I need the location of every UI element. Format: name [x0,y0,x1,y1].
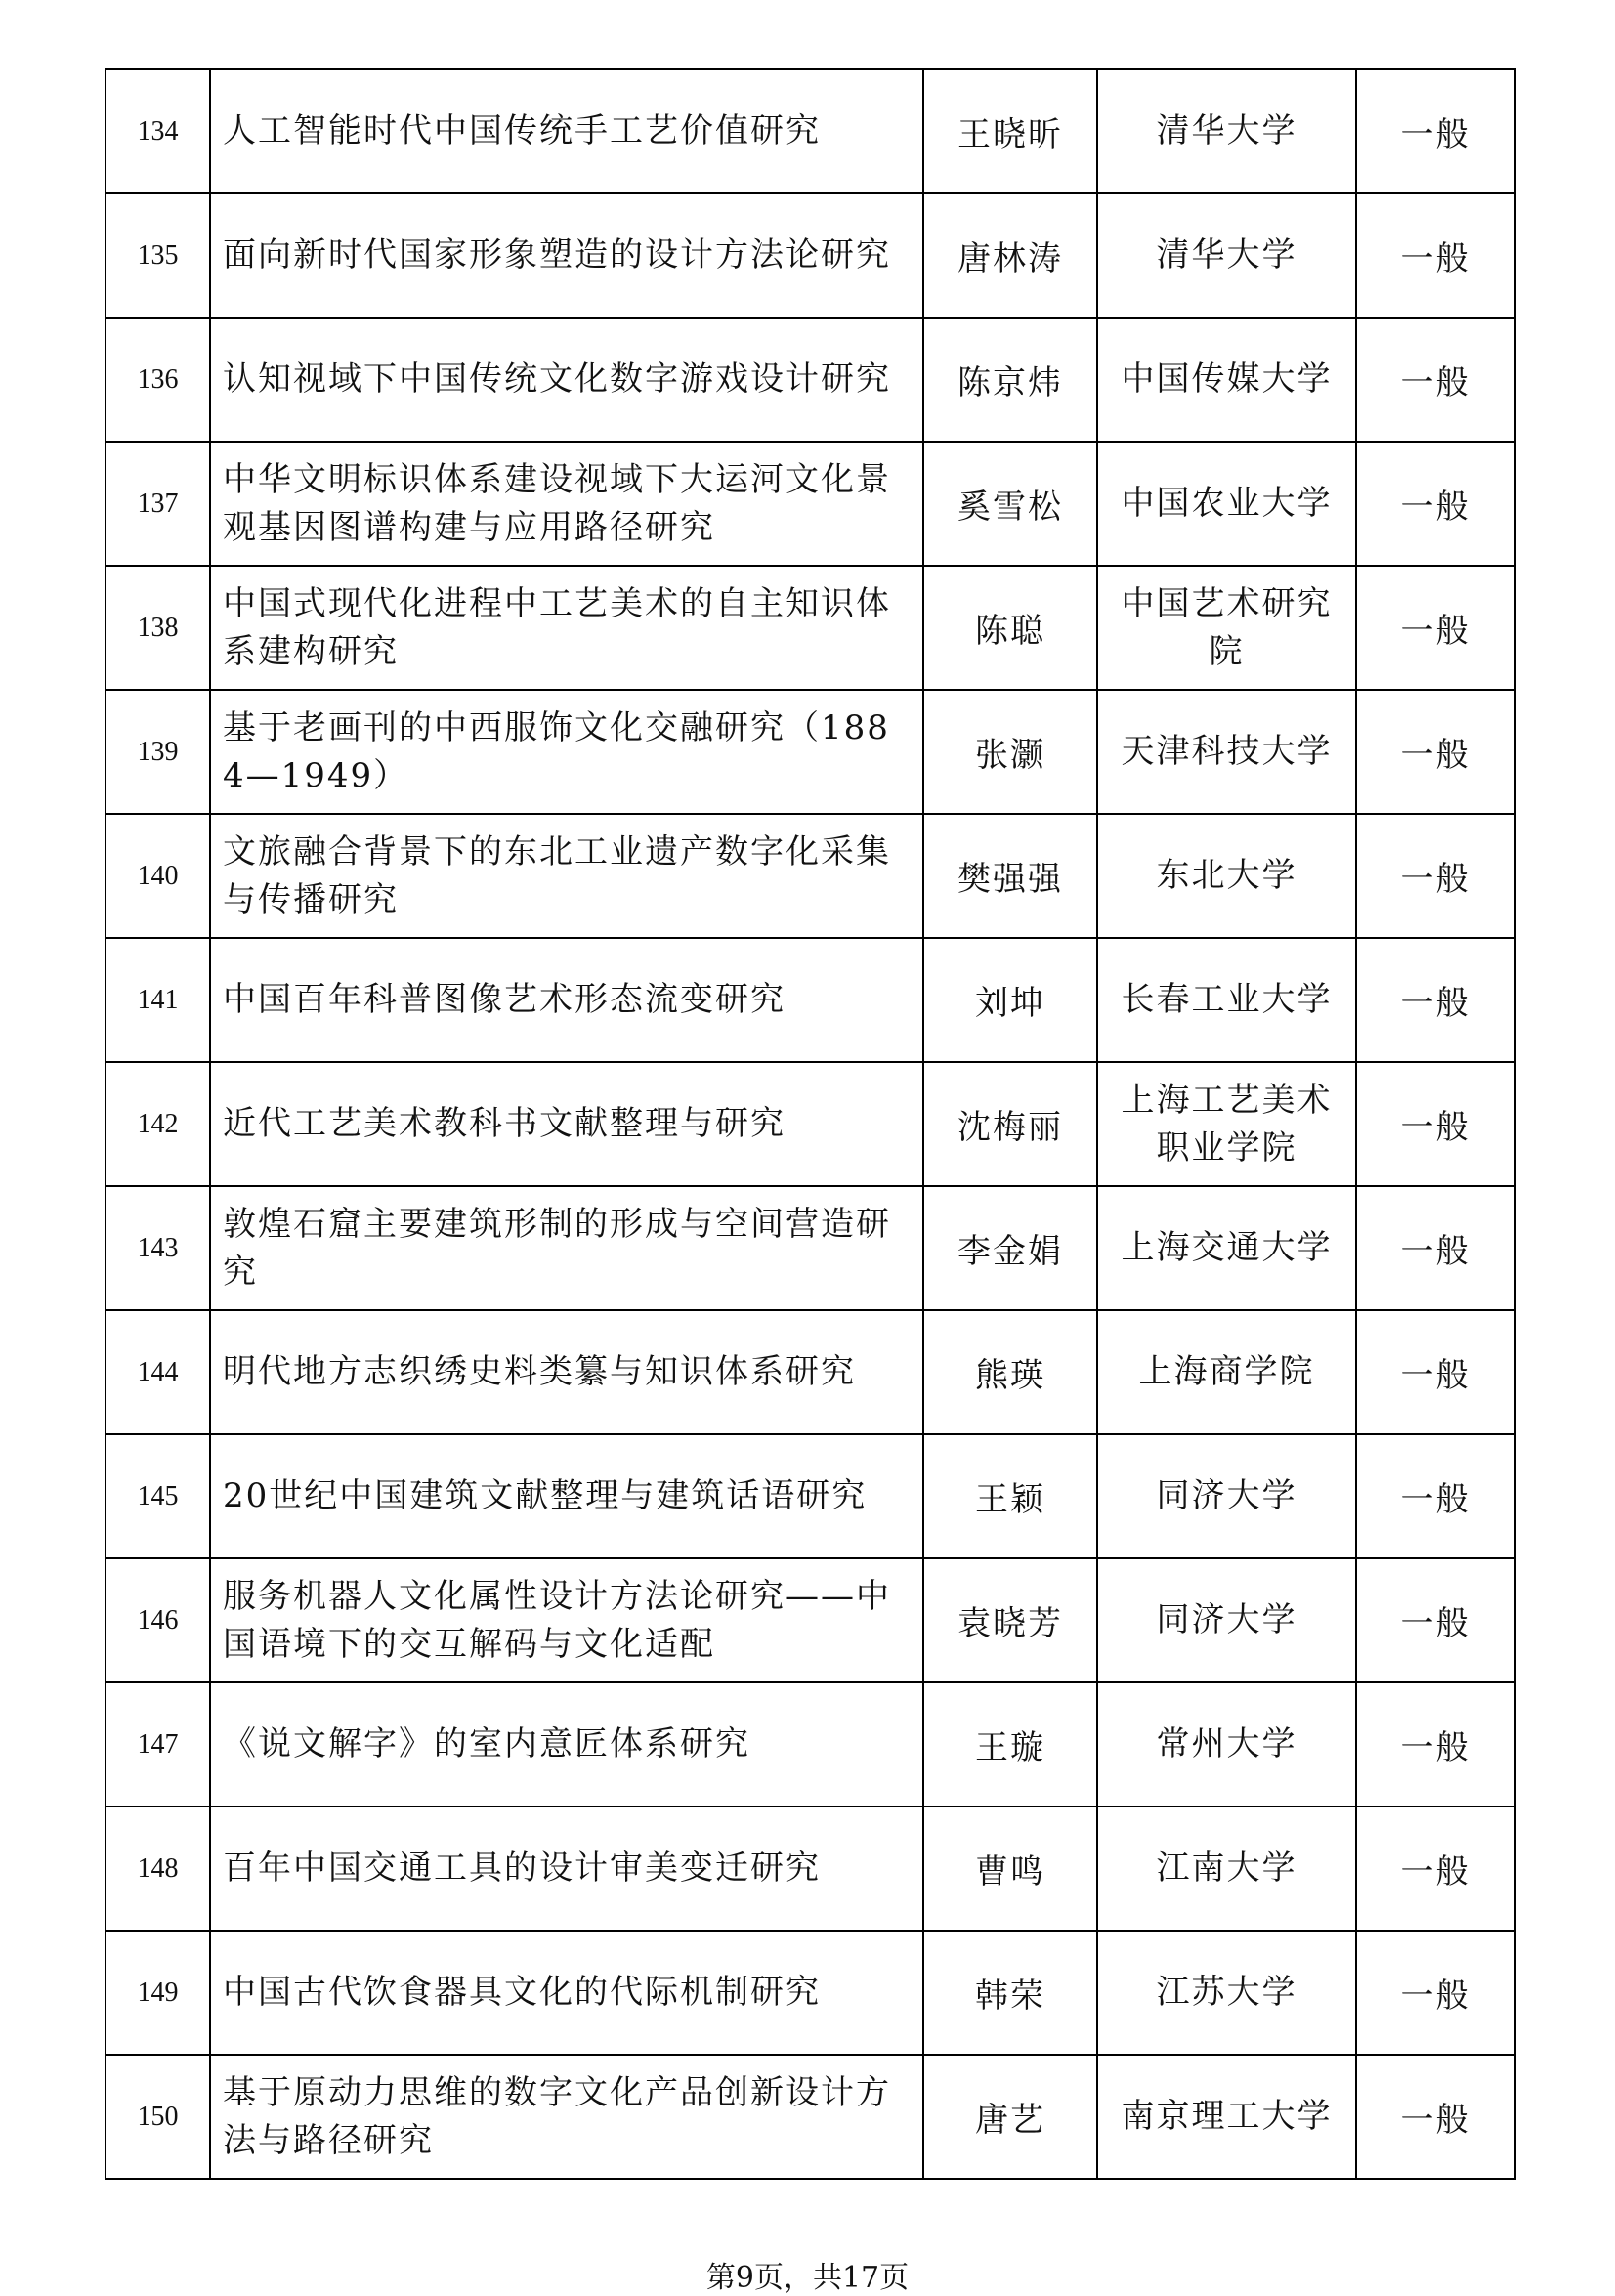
table-row [106,1186,1515,1310]
row-number: 135 [106,193,210,318]
project-category: 一般 [1356,566,1515,690]
row-number: 144 [106,1310,210,1434]
project-title: 基于老画刊的中西服饰文化交融研究（1884—1949） [210,690,923,814]
row-number: 142 [106,1062,210,1186]
principal-name: 张灏 [923,690,1097,814]
institution: 上海商学院 [1097,1310,1356,1434]
project-title: 服务机器人文化属性设计方法论研究——中国语境下的交互解码与文化适配 [210,1558,923,1682]
project-category: 一般 [1356,193,1515,318]
table-row [106,1931,1515,2055]
principal-name: 熊瑛 [923,1310,1097,1434]
institution: 清华大学 [1097,193,1356,318]
principal-name: 奚雪松 [923,442,1097,566]
project-title: 中国百年科普图像艺术形态流变研究 [210,938,923,1062]
project-category: 一般 [1356,1931,1515,2055]
institution: 江苏大学 [1097,1931,1356,2055]
project-category: 一般 [1356,2055,1515,2179]
project-title: 明代地方志织绣史料类纂与知识体系研究 [210,1310,923,1434]
table-row [106,1062,1515,1186]
principal-name: 王璇 [923,1682,1097,1807]
row-number: 138 [106,566,210,690]
project-title: 面向新时代国家形象塑造的设计方法论研究 [210,193,923,318]
principal-name: 陈聪 [923,566,1097,690]
principal-name: 唐林涛 [923,193,1097,318]
row-number: 145 [106,1434,210,1558]
row-number: 140 [106,814,210,938]
institution: 同济大学 [1097,1434,1356,1558]
row-number: 137 [106,442,210,566]
row-number: 134 [106,69,210,193]
row-number: 141 [106,938,210,1062]
principal-name: 沈梅丽 [923,1062,1097,1186]
table-row [106,2055,1515,2179]
principal-name: 陈京炜 [923,318,1097,442]
row-number: 139 [106,690,210,814]
project-category: 一般 [1356,69,1515,193]
project-category: 一般 [1356,1434,1515,1558]
project-category: 一般 [1356,442,1515,566]
institution: 东北大学 [1097,814,1356,938]
principal-name: 樊强强 [923,814,1097,938]
institution: 上海工艺美术职业学院 [1097,1062,1356,1186]
institution: 南京理工大学 [1097,2055,1356,2179]
project-title: 中国式现代化进程中工艺美术的自主知识体系建构研究 [210,566,923,690]
institution: 清华大学 [1097,69,1356,193]
table-row [106,938,1515,1062]
principal-name: 唐艺 [923,2055,1097,2179]
project-title: 基于原动力思维的数字文化产品创新设计方法与路径研究 [210,2055,923,2179]
table-row [106,1807,1515,1931]
project-category: 一般 [1356,814,1515,938]
table-row [106,1434,1515,1558]
principal-name: 韩荣 [923,1931,1097,2055]
principal-name: 王颖 [923,1434,1097,1558]
table-row [106,566,1515,690]
project-category: 一般 [1356,1682,1515,1807]
institution: 中国艺术研究院 [1097,566,1356,690]
project-title: 敦煌石窟主要建筑形制的形成与空间营造研究 [210,1186,923,1310]
project-category: 一般 [1356,318,1515,442]
project-title: 中国古代饮食器具文化的代际机制研究 [210,1931,923,2055]
table-row [106,1682,1515,1807]
table-row [106,690,1515,814]
row-number: 136 [106,318,210,442]
table-row [106,1558,1515,1682]
row-number: 148 [106,1807,210,1931]
project-title: 《说文解字》的室内意匠体系研究 [210,1682,923,1807]
table-row [106,814,1515,938]
institution: 中国传媒大学 [1097,318,1356,442]
project-title: 文旅融合背景下的东北工业遗产数字化采集与传播研究 [210,814,923,938]
project-title: 中华文明标识体系建设视域下大运河文化景观基因图谱构建与应用路径研究 [210,442,923,566]
project-category: 一般 [1356,1807,1515,1931]
project-title: 20世纪中国建筑文献整理与建筑话语研究 [210,1434,923,1558]
row-number: 146 [106,1558,210,1682]
page-number-footer: 第9页，共17页 [705,2261,910,2295]
principal-name: 李金娟 [923,1186,1097,1310]
project-category: 一般 [1356,1062,1515,1186]
institution: 中国农业大学 [1097,442,1356,566]
principal-name: 袁晓芳 [923,1558,1097,1682]
project-title: 百年中国交通工具的设计审美变迁研究 [210,1807,923,1931]
institution: 江南大学 [1097,1807,1356,1931]
row-number: 147 [106,1682,210,1807]
project-category: 一般 [1356,938,1515,1062]
project-title: 近代工艺美术教科书文献整理与研究 [210,1062,923,1186]
table-row [106,442,1515,566]
table-row [106,193,1515,318]
project-category: 一般 [1356,1558,1515,1682]
principal-name: 曹鸣 [923,1807,1097,1931]
project-title: 人工智能时代中国传统手工艺价值研究 [210,69,923,193]
principal-name: 刘坤 [923,938,1097,1062]
table-row [106,318,1515,442]
project-table [105,68,1516,2180]
table-row [106,69,1515,193]
row-number: 150 [106,2055,210,2179]
institution: 天津科技大学 [1097,690,1356,814]
institution: 常州大学 [1097,1682,1356,1807]
institution: 上海交通大学 [1097,1186,1356,1310]
project-category: 一般 [1356,1186,1515,1310]
project-category: 一般 [1356,690,1515,814]
principal-name: 王晓昕 [923,69,1097,193]
project-title: 认知视域下中国传统文化数字游戏设计研究 [210,318,923,442]
institution: 长春工业大学 [1097,938,1356,1062]
institution: 同济大学 [1097,1558,1356,1682]
row-number: 143 [106,1186,210,1310]
row-number: 149 [106,1931,210,2055]
table-row [106,1310,1515,1434]
project-category: 一般 [1356,1310,1515,1434]
